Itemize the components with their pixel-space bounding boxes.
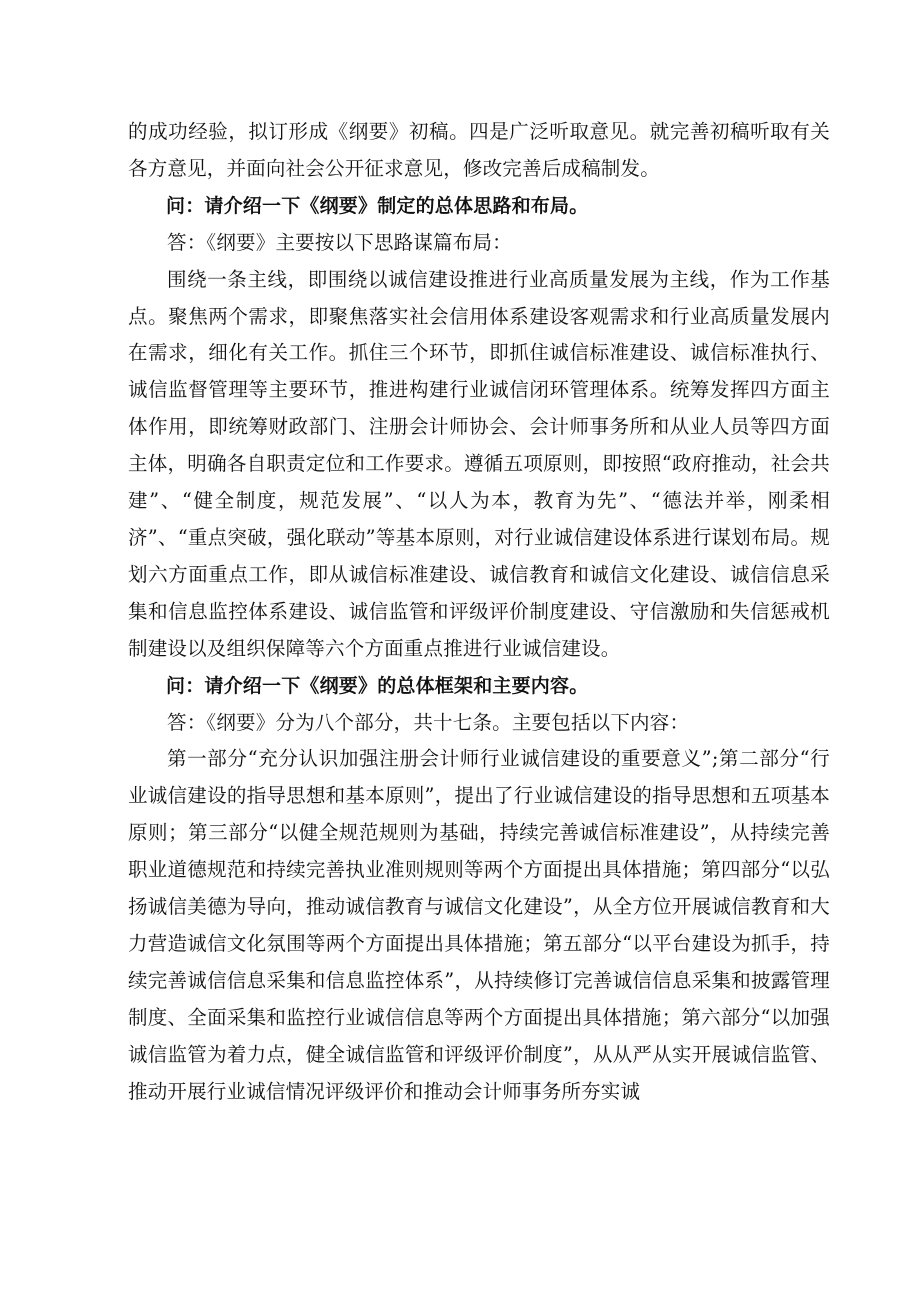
question-overall-approach: 问：请介绍一下《纲要》制定的总体思路和布局。 [166,194,589,217]
answer-intro-approach: 答：《纲要》主要按以下思路谋篇布局： [167,230,512,254]
document-body [128,114,830,1110]
paragraph-framework-detail: 第一部分“充分认识加强注册会计师行业诚信建设的重要意义”;第二部分“行业诚信建设的指导思想和基本原则”，提出了行业诚信建设的指导思想和五项基本原则；第三部分“以健全规范规则为基础，持续完善诚信标准建设”，从持续完善职业道德规范和持续完善执业准则规则等两个方面提出具体措施；第四部分“以弘扬诚信美德为导向，推动诚信教育与诚信文化建设”，从全方位开展诚信教育和大力营造诚信文化氛围等两个方面提出具体措施；第五部分“以平台建设为抓手，持续完善诚信信息采集和信息监控体系”，从持续修订完善诚信信息采集和披露管理制度、全面采集和监控行业诚信信息等两个方面提出具体措施；第六部分“以加强诚信监管为着力点，健全诚信监管和评级评价制度”，从从严从实开展诚信监管、推动开展行业诚信情况评级评价和推动会计师事务所夯实诚 [128,747,830,1103]
answer-intro-framework: 答：《纲要》分为八个部分，共十七条。主要包括以下内容： [167,710,690,734]
paragraph-approach-detail: 围绕一条主线，即围绕以诚信建设推进行业高质量发展为主线，作为工作基点。聚焦两个需求，即聚焦落实社会信用体系建设客观需求和行业高质量发展内在需求，细化有关工作。抓住三个环节，即抓住诚信标准建设、诚信标准执行、诚信监督管理等主要环节，推进构建行业诚信闭环管理体系。统筹发挥四方面主体作用，即统筹财政部门、注册会计师协会、会计师事务所和从业人员等四方面主体，明确各自职责定位和工作要求。遵循五项原则，即按照“政府推动，社会共建”、“健全制度，规范发展”、“以人为本，教育为先”、“德法并举，刚柔相济”、“重点突破，强化联动”等基本原则，对行业诚信建设体系进行谋划布局。规划六方面重点工作，即从诚信标准建设、诚信教育和诚信文化建设、诚信信息采集和信息监控体系建设、诚信监管和评级评价制度建设、守信激励和失信惩戒机制建设以及组织保障等六个方面重点推进行业诚信建设。 [128,267,830,660]
question-framework-content: 问：请介绍一下《纲要》的总体框架和主要内容。 [166,674,589,697]
paragraph-continuation: 的成功经验，拟订形成《纲要》初稿。四是广泛听取意见。就完善初稿听取有关各方意见，并面向社会公开征求意见，修改完善后成稿制发。 [128,120,830,180]
